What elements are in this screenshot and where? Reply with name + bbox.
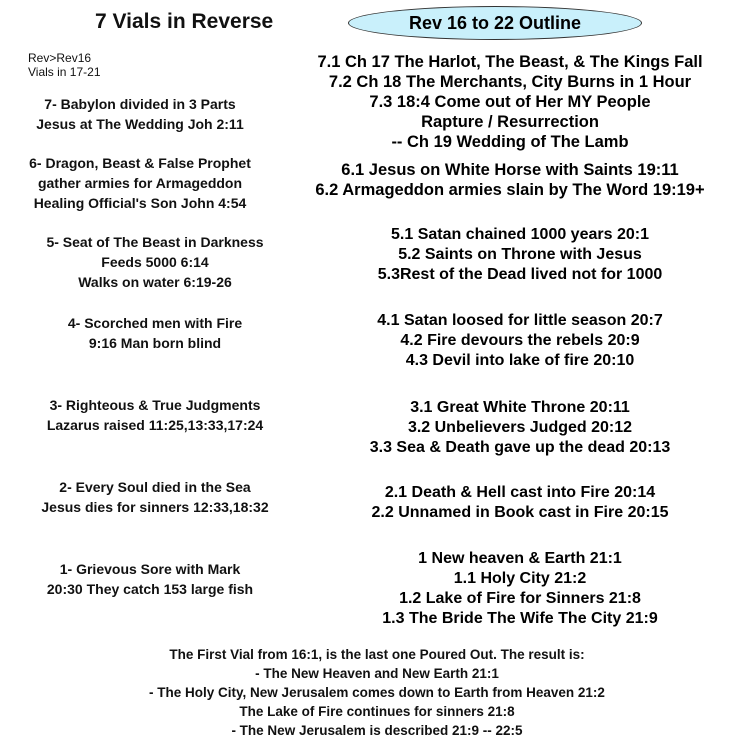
vial-line: 5- Seat of The Beast in Darkness <box>46 234 264 250</box>
vial-7-left <box>15 94 265 134</box>
vial-line: Jesus at The Wedding Joh 2:11 <box>36 116 244 132</box>
vial-line: 6.2 Armageddon armies slain by The Word 19:19+ <box>315 181 705 199</box>
vial-line: 6- Dragon, Beast & False Prophet <box>29 155 251 171</box>
vial-line: Feeds 5000 6:14 <box>101 254 209 270</box>
vial-1-right <box>300 549 740 629</box>
vial-4-right <box>300 311 740 371</box>
vial-line: Lazarus raised 11:25,13:33,17:24 <box>46 417 264 433</box>
vial-line: 3.1 Great White Throne 20:11 <box>410 399 630 416</box>
vial-line: Healing Official's Son John 4:54 <box>33 195 247 211</box>
vial-line: 7.1 Ch 17 The Harlot, The Beast, & The Kings Fall <box>317 53 703 71</box>
vial-line: 20:30 They catch 153 large fish <box>46 581 254 597</box>
vial-line: 1- Grievous Sore with Mark <box>59 561 241 577</box>
vial-line: Rapture / Resurrection <box>421 113 599 131</box>
reference-note <box>28 51 101 79</box>
summary-line: - The Holy City, New Jerusalem comes down to Earth from Heaven 21:2 <box>149 685 605 700</box>
vial-4-left <box>15 313 295 353</box>
vial-line: 4- Scorched men with Fire <box>67 315 243 331</box>
vial-line: 1 New heaven & Earth 21:1 <box>418 550 622 567</box>
vial-line: 2.1 Death & Hell cast into Fire 20:14 <box>384 484 656 501</box>
reference-note-line: Rev>Rev16 <box>28 51 92 65</box>
vial-2-right <box>300 483 740 523</box>
summary-footer <box>0 645 754 740</box>
reference-note-line: Vials in 17-21 <box>28 65 101 79</box>
vial-line: 5.1 Satan chained 1000 years 20:1 <box>391 226 649 243</box>
vial-6-right <box>275 160 745 200</box>
vial-3-right <box>300 398 740 458</box>
vial-3-left <box>15 395 295 435</box>
outline-badge-label: Rev 16 to 22 Outline <box>408 12 582 33</box>
page-title: 7 Vials in Reverse <box>95 10 274 33</box>
vial-line: Jesus dies for sinners 12:33,18:32 <box>41 499 269 515</box>
vial-line: 1.2 Lake of Fire for Sinners 21:8 <box>399 590 641 607</box>
vial-line: 7.3 18:4 Come out of Her MY People <box>369 93 651 111</box>
vial-line: -- Ch 19 Wedding of The Lamb <box>391 133 629 151</box>
summary-line: The Lake of Fire continues for sinners 21:8 <box>239 704 515 719</box>
summary-line: - The New Heaven and New Earth 21:1 <box>255 666 499 681</box>
vial-line: 2.2 Unnamed in Book cast in Fire 20:15 <box>371 504 669 521</box>
vial-line: 4.2 Fire devours the rebels 20:9 <box>400 332 640 349</box>
summary-line: - The New Jerusalem is described 21:9 -- 22:5 <box>231 723 523 738</box>
vial-line: 2- Every Soul died in the Sea <box>59 479 251 495</box>
vial-line: 1.1 Holy City 21:2 <box>453 570 587 587</box>
vial-line: Walks on water 6:19-26 <box>78 274 232 290</box>
vial-line: 4.1 Satan loosed for little season 20:7 <box>377 312 663 329</box>
vial-5-left <box>15 232 295 292</box>
vial-line: 5.3Rest of the Dead lived not for 1000 <box>377 266 663 283</box>
vial-line: 7- Babylon divided in 3 Parts <box>44 96 236 112</box>
vial-line: 6.1 Jesus on White Horse with Saints 19:11 <box>341 161 679 179</box>
vial-line: gather armies for Armageddon <box>37 175 243 191</box>
vial-1-left <box>15 559 285 599</box>
vial-line: 9:16 Man born blind <box>88 335 222 351</box>
vial-line: 3.2 Unbelievers Judged 20:12 <box>407 419 633 436</box>
vial-line: 4.3 Devil into lake of fire 20:10 <box>405 352 635 369</box>
vial-line: 5.2 Saints on Throne with Jesus <box>398 246 642 263</box>
outline-badge <box>348 6 642 40</box>
vial-7-right <box>275 52 745 152</box>
vial-5-right <box>300 225 740 285</box>
vial-2-left <box>15 477 295 517</box>
vial-line: 1.3 The Bride The Wife The City 21:9 <box>382 610 658 627</box>
vial-line: 3- Righteous & True Judgments <box>49 397 261 413</box>
vial-line: 3.3 Sea & Death gave up the dead 20:13 <box>369 439 671 456</box>
vial-6-left <box>15 153 265 213</box>
summary-line: The First Vial from 16:1, is the last one Poured Out. The result is: <box>169 647 585 662</box>
vial-line: 7.2 Ch 18 The Merchants, City Burns in 1 Hour <box>328 73 692 91</box>
